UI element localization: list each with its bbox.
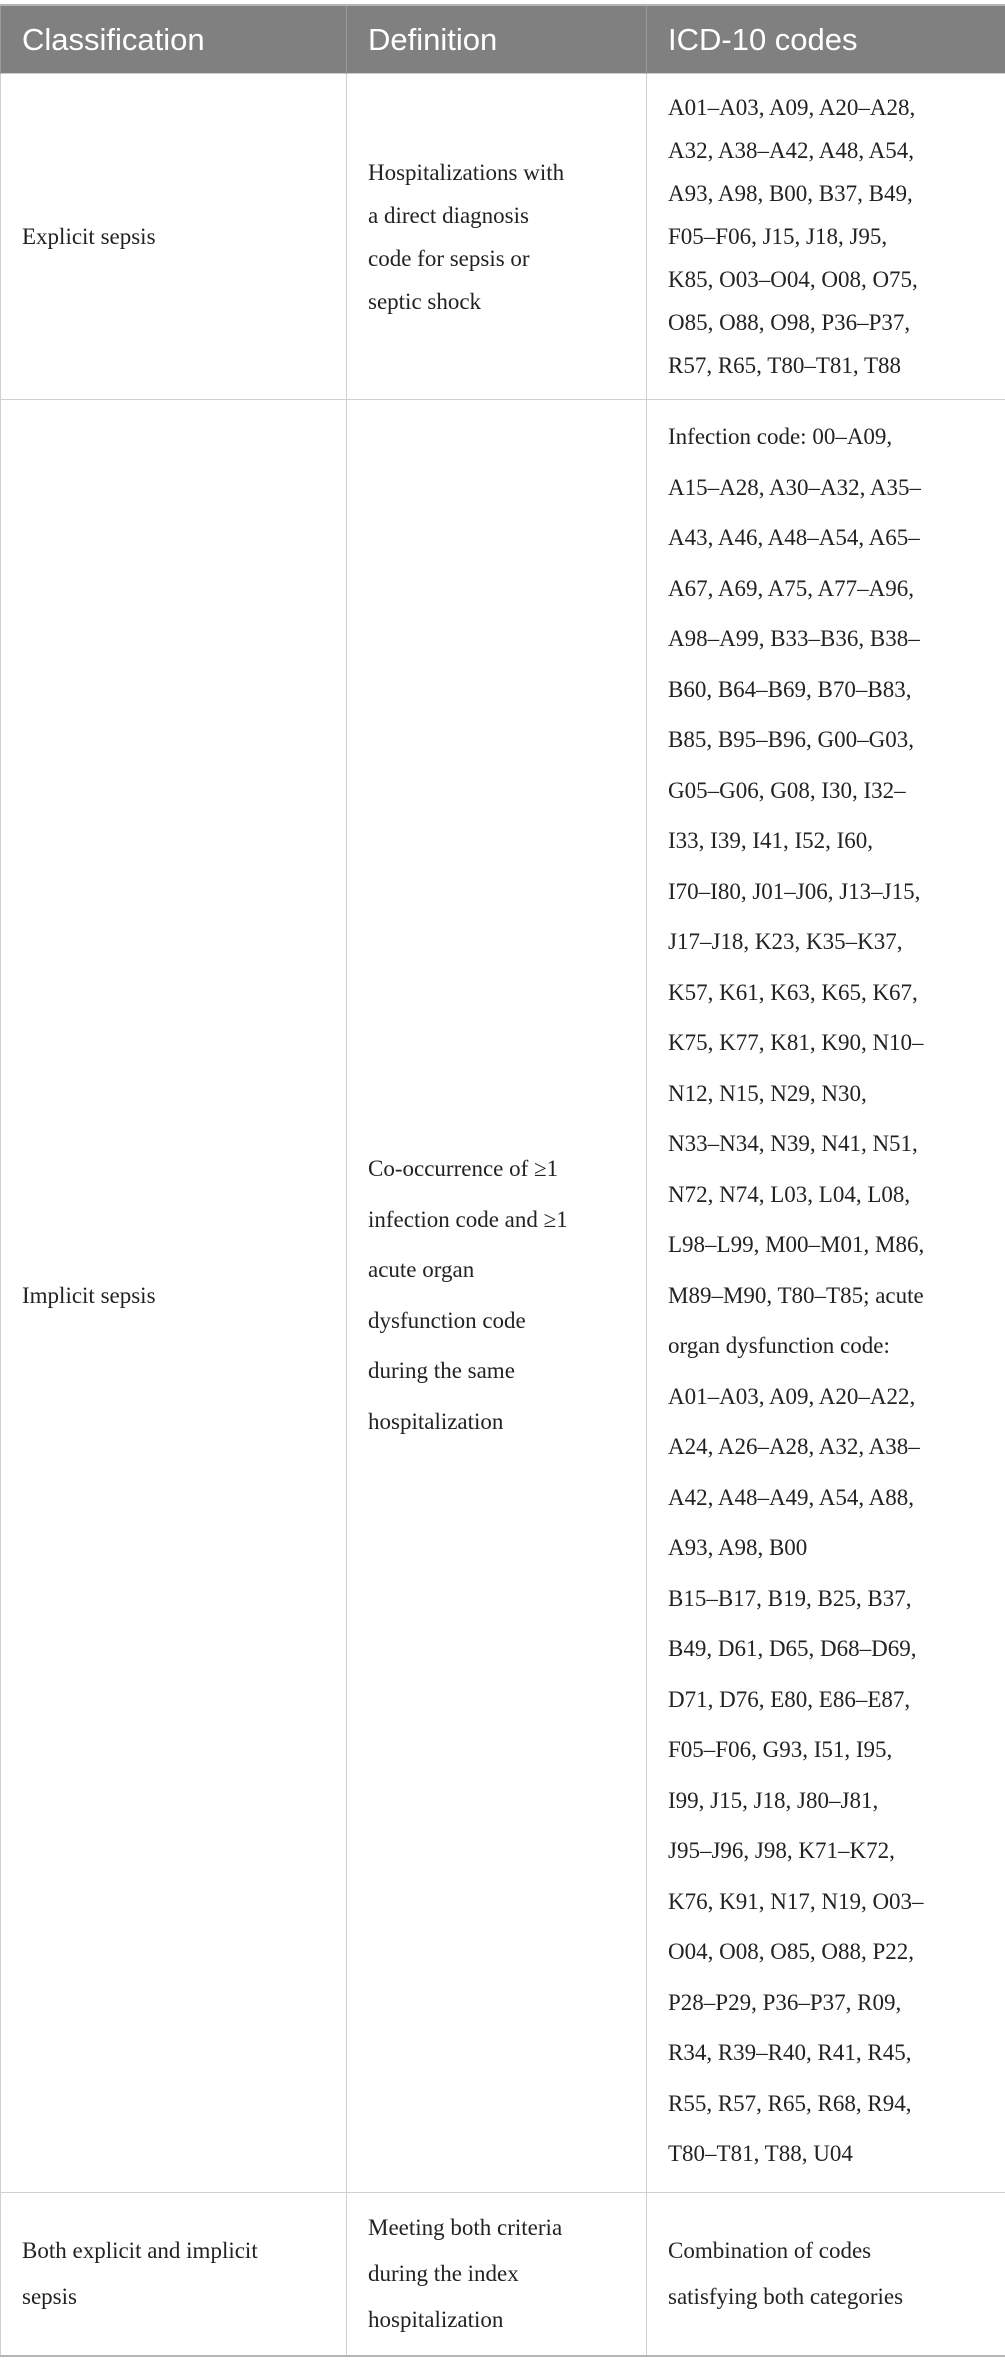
codes-cell xyxy=(647,74,1005,400)
text-line: G05–G06, G08, I30, I32– xyxy=(668,777,906,803)
codes-cell xyxy=(647,2192,1005,2356)
text-line: B85, B95–B96, G00–G03, xyxy=(668,727,914,752)
text-line: R55, R57, R65, R68, R94, xyxy=(668,2090,912,2116)
text-line: Co-occurrence of ≥1 xyxy=(368,1156,559,1182)
text-line: hospitalization xyxy=(368,2306,504,2332)
text-line: N33–N34, N39, N41, N51, xyxy=(668,1131,918,1156)
text-line: K57, K61, K63, K65, K67, xyxy=(668,979,918,1005)
text-line: K75, K77, K81, K90, N10– xyxy=(668,1030,924,1055)
classification-cell xyxy=(1,2192,347,2356)
text-line: K85, O03–O04, O08, O75, xyxy=(668,267,918,292)
text-line: J17–J18, K23, K35–K37, xyxy=(668,929,903,954)
text-line: L98–L99, M00–M01, M86, xyxy=(668,1232,925,1257)
definition-cell xyxy=(347,400,647,2193)
text-line: A15–A28, A30–A32, A35– xyxy=(668,474,922,500)
sepsis-classification-table xyxy=(0,4,1005,2357)
table-row-explicit-sepsis xyxy=(1,74,1005,400)
text-line: O04, O08, O85, O88, P22, xyxy=(668,1939,914,1964)
text-line: A01–A03, A09, A20–A28, xyxy=(668,95,916,120)
text-line: Infection code: 00–A09, xyxy=(668,424,893,449)
codes-cell xyxy=(647,400,1005,2193)
text-line: N72, N74, L03, L04, L08, xyxy=(668,1181,911,1207)
text-line: I70–I80, J01–J06, J13–J15, xyxy=(668,878,921,904)
text-line: organ dysfunction code: xyxy=(668,1333,890,1358)
text-line: J95–J96, J98, K71–K72, xyxy=(668,1838,895,1863)
table-row-both-sepsis xyxy=(1,2192,1005,2356)
text-line: septic shock xyxy=(368,288,482,314)
text-line: acute organ xyxy=(368,1257,475,1283)
text-line: A43, A46, A48–A54, A65– xyxy=(668,525,920,550)
text-line: R57, R65, T80–T81, T88 xyxy=(668,353,901,378)
text-line: code for sepsis or xyxy=(368,245,530,271)
text-line: infection code and ≥1 xyxy=(368,1206,568,1232)
text-line: A42, A48–A49, A54, A88, xyxy=(668,1484,914,1510)
classification-cell: Explicit sepsis xyxy=(1,74,347,400)
table-row-implicit-sepsis xyxy=(1,400,1005,2193)
text-line: R34, R39–R40, R41, R45, xyxy=(668,2040,912,2065)
text-line: Combination of codes xyxy=(668,2237,872,2263)
column-header-icd10-codes: ICD-10 codes xyxy=(647,5,1005,74)
column-header-definition: Definition xyxy=(347,5,647,74)
text-line: during the same xyxy=(368,1358,515,1384)
text-line: F05–F06, G93, I51, I95, xyxy=(668,1737,893,1762)
text-line: F05–F06, J15, J18, J95, xyxy=(668,224,888,249)
text-line: Meeting both criteria xyxy=(368,2214,563,2240)
text-line: A67, A69, A75, A77–A96, xyxy=(668,575,914,601)
text-line: I33, I39, I41, I52, I60, xyxy=(668,828,874,853)
text-line: M89–M90, T80–T85; acute xyxy=(668,1282,924,1308)
text-line: A24, A26–A28, A32, A38– xyxy=(668,1434,920,1459)
column-header-classification: Classification xyxy=(1,5,347,74)
text-line: A93, A98, B00, B37, B49, xyxy=(668,181,913,206)
text-line: during the index xyxy=(368,2260,519,2286)
text-line: A32, A38–A42, A48, A54, xyxy=(668,138,914,163)
text-line: B15–B17, B19, B25, B37, xyxy=(668,1585,912,1611)
text-line: a direct diagnosis xyxy=(368,202,529,228)
text-line: Hospitalizations with xyxy=(368,159,565,185)
definition-cell xyxy=(347,2192,647,2356)
text-line: hospitalization xyxy=(368,1408,504,1434)
text-line: T80–T81, T88, U04 xyxy=(668,2141,853,2166)
text-line: P28–P29, P36–P37, R09, xyxy=(668,1989,902,2015)
text-line: O85, O88, O98, P36–P37, xyxy=(668,310,911,335)
text-line: N12, N15, N29, N30, xyxy=(668,1080,867,1106)
definition-cell xyxy=(347,74,647,400)
text-line: D71, D76, E80, E86–E87, xyxy=(668,1686,911,1712)
classification-cell: Implicit sepsis xyxy=(1,400,347,2193)
text-line: satisfying both categories xyxy=(668,2283,904,2309)
text-line: K76, K91, N17, N19, O03– xyxy=(668,1888,924,1914)
text-line: A93, A98, B00 xyxy=(668,1535,808,1560)
text-line: Both explicit and implicit xyxy=(22,2237,258,2263)
text-line: dysfunction code xyxy=(368,1307,526,1333)
header-row xyxy=(1,5,1005,74)
text-line: B49, D61, D65, D68–D69, xyxy=(668,1636,917,1661)
text-line: I99, J15, J18, J80–J81, xyxy=(668,1787,879,1813)
text-line: B60, B64–B69, B70–B83, xyxy=(668,676,912,702)
text-line: sepsis xyxy=(22,2283,77,2309)
text-line: A01–A03, A09, A20–A22, xyxy=(668,1383,916,1409)
text-line: A98–A99, B33–B36, B38– xyxy=(668,626,920,651)
